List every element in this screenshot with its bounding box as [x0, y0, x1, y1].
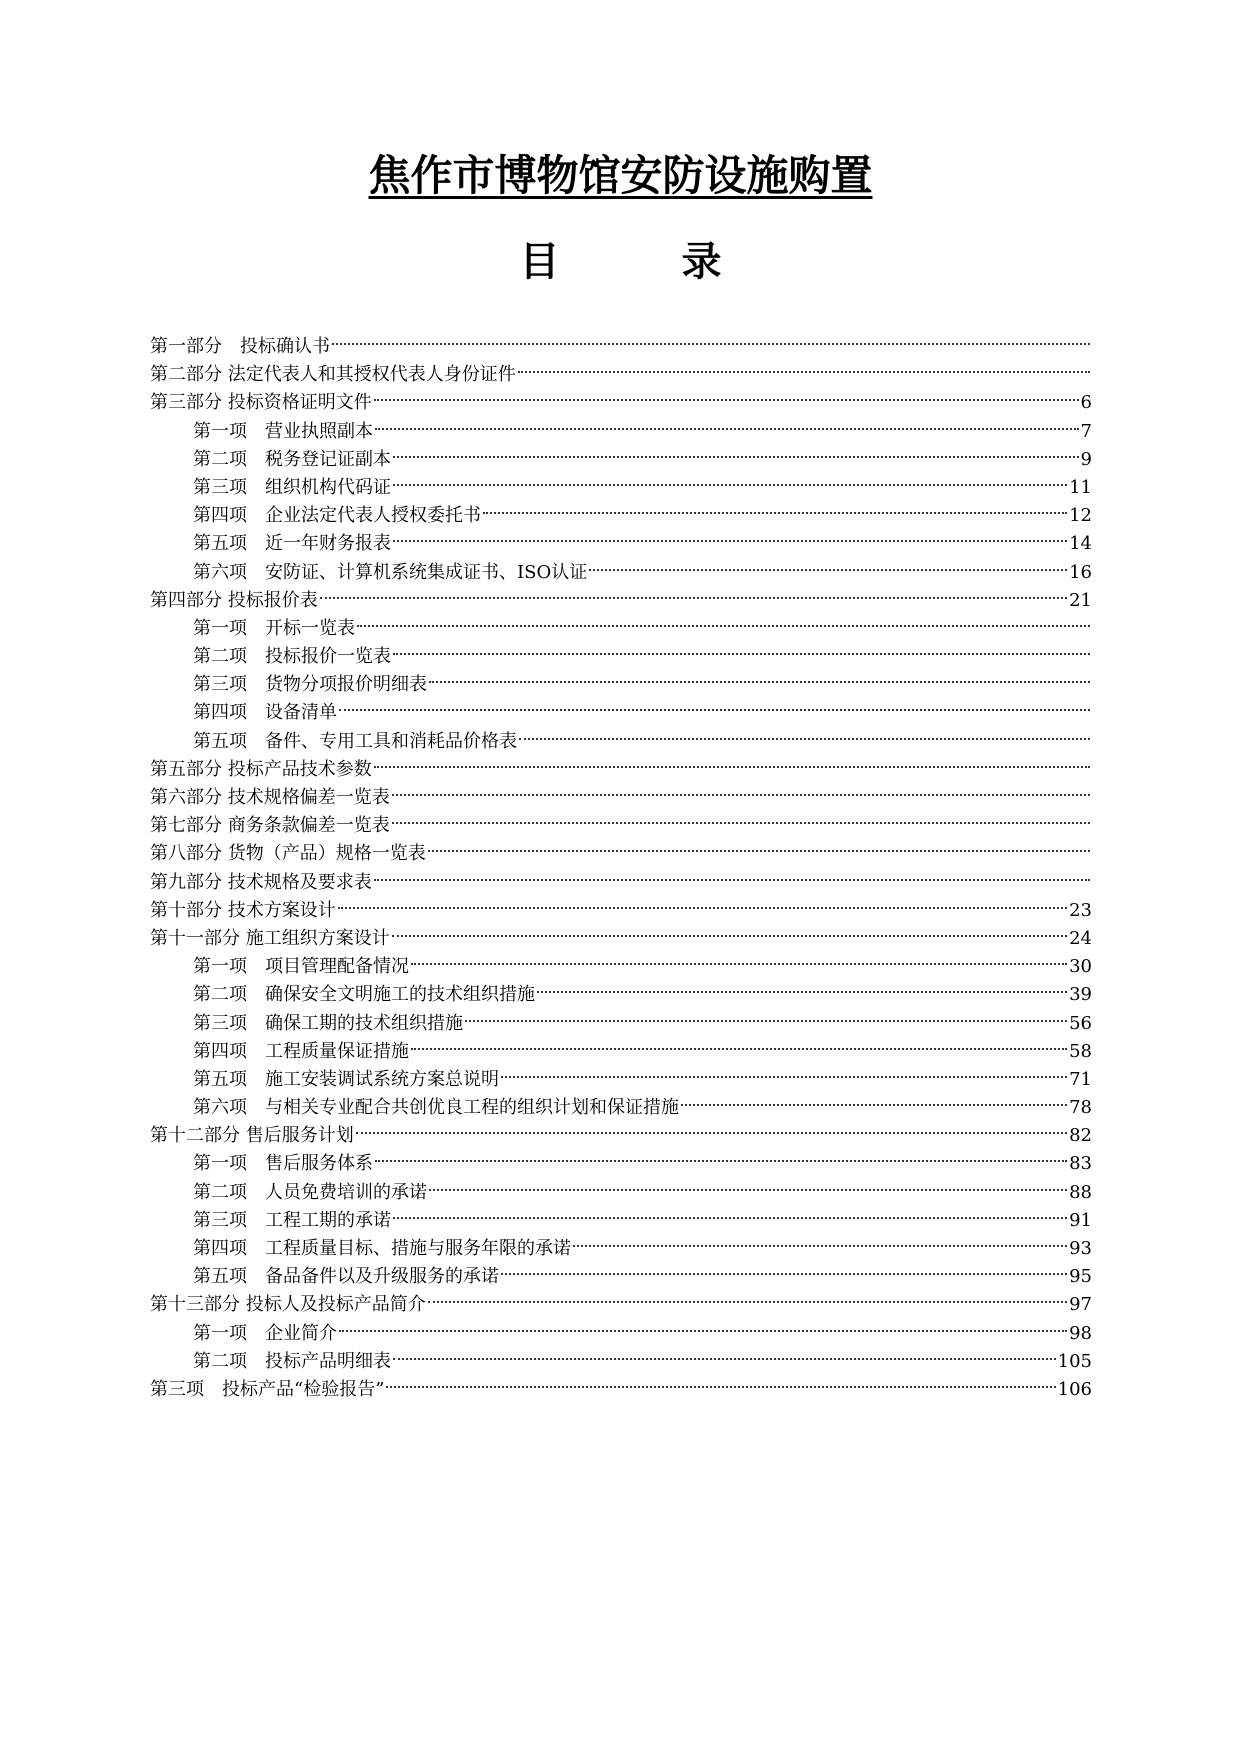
- toc-dot-leader: [392, 775, 1090, 803]
- toc-entry-page-number: 30: [1069, 956, 1092, 978]
- toc-entry-page-number: 23: [1069, 899, 1092, 921]
- toc-dot-leader: [393, 1339, 1056, 1367]
- toc-entry-label: 第九部分 技术规格及要求表: [150, 871, 372, 893]
- toc-dot-leader: [393, 465, 1067, 493]
- toc-entry-label: 第一部分 投标确认书: [150, 336, 330, 357]
- toc-dot-leader: [357, 606, 1090, 634]
- toc-entry-label: 第一项 营业执照副本: [193, 420, 373, 442]
- toc-entry-label: 第五项 备件、专用工具和消耗品价格表: [193, 730, 517, 752]
- toc-dot-leader: [375, 409, 1079, 437]
- toc-entry-label: 第五部分 投标产品技术参数: [150, 758, 372, 780]
- toc-dot-leader: [356, 1113, 1067, 1141]
- toc-entry-label: 第十二部分 售后服务计划: [150, 1125, 354, 1147]
- toc-entry-label: 第二项 确保安全文明施工的技术组织措施: [193, 984, 535, 1006]
- toc-dot-leader: [429, 662, 1090, 690]
- toc-dot-leader: [338, 888, 1067, 916]
- toc-entry-page-number: 11: [1069, 476, 1092, 498]
- toc-entry-label: 第五项 近一年财务报表: [193, 533, 391, 555]
- toc-dot-leader: [589, 550, 1067, 578]
- toc-entry-label: 第二项 投标产品明细表: [193, 1350, 391, 1372]
- toc-entry-page-number: 95: [1069, 1266, 1092, 1288]
- toc-entry-label: 第五项 备品备件以及升级服务的承诺: [193, 1266, 499, 1288]
- toc-dot-leader: [518, 352, 1090, 380]
- toc-entry-page-number: 56: [1069, 1012, 1092, 1034]
- toc-entry-label: 第六项 安防证、计算机系统集成证书、ISO认证: [193, 561, 588, 583]
- toc-dot-leader: [386, 1367, 1055, 1395]
- toc-entry-page-number: 24: [1069, 927, 1092, 949]
- toc-entry-label: 第三项 投标产品“检验报告”: [150, 1378, 385, 1400]
- toc-entry-label: 第四项 工程质量保证措施: [193, 1040, 409, 1062]
- toc-entry-label: 第十三部分 投标人及投标产品简介: [150, 1294, 426, 1316]
- toc-dot-leader: [332, 324, 1090, 352]
- toc-dot-leader: [428, 1282, 1067, 1310]
- toc-entry-page-number: 6: [1080, 392, 1092, 414]
- toc-entry-page-number: 39: [1069, 984, 1092, 1006]
- toc-entry-label: 第一项 项目管理配备情况: [193, 956, 409, 978]
- toc-entry-page-number: 91: [1069, 1209, 1092, 1231]
- toc-entry-page-number: 82: [1069, 1125, 1092, 1147]
- toc-entry-label: 第五项 施工安装调试系统方案总说明: [193, 1068, 499, 1090]
- toc-dot-leader: [393, 437, 1079, 465]
- toc-entry-page-number: 97: [1069, 1294, 1092, 1316]
- toc-entry-label: 第十部分 技术方案设计: [150, 899, 336, 921]
- toc-dot-leader: [411, 944, 1067, 972]
- toc-entry-label: 第六项 与相关专业配合共创优良工程的组织计划和保证措施: [193, 1097, 679, 1119]
- toc-entry-page-number: 71: [1069, 1068, 1092, 1090]
- toc-dot-leader: [501, 1057, 1067, 1085]
- toc-entry-page-number: 78: [1069, 1097, 1092, 1119]
- toc-entry-label: 第四项 设备清单: [193, 702, 337, 724]
- toc-entry-label: 第四项 企业法定代表人授权委托书: [193, 505, 481, 527]
- toc-entry-label: 第八部分 货物（产品）规格一览表: [150, 843, 426, 865]
- toc-dot-leader: [339, 1311, 1067, 1339]
- toc-entry-page-number: 12: [1069, 505, 1092, 527]
- toc-entry-label: 第二部分 法定代表人和其授权代表人身份证件: [150, 364, 516, 386]
- toc-entry-page-number: 105: [1057, 1350, 1092, 1372]
- toc-heading: 目 录: [519, 239, 776, 285]
- toc-dot-leader: [392, 916, 1067, 944]
- toc-entry-label: 第一项 开标一览表: [193, 617, 355, 639]
- toc-entry-page-number: 83: [1069, 1153, 1092, 1175]
- toc-entry-label: 第七部分 商务条款偏差一览表: [150, 815, 390, 837]
- toc-entry-page-number: 93: [1069, 1238, 1092, 1259]
- toc-entry-page-number: 106: [1057, 1378, 1092, 1400]
- toc-entry-page-number: 16: [1069, 561, 1092, 583]
- toc-dot-leader: [375, 1141, 1067, 1169]
- toc-dot-leader: [573, 1226, 1067, 1254]
- toc-entry-label: 第三项 组织机构代码证: [193, 476, 391, 498]
- toc-dot-leader: [374, 380, 1079, 408]
- toc-dot-leader: [428, 831, 1090, 859]
- toc-entry-label: 第十一部分 施工组织方案设计: [150, 927, 390, 949]
- toc-entry-label: 第三项 货物分项报价明细表: [193, 674, 427, 696]
- toc-dot-leader: [320, 578, 1067, 606]
- toc-entry-label: 第二项 投标报价一览表: [193, 646, 391, 668]
- toc-dot-leader: [392, 803, 1090, 831]
- toc-entry-label: 第三项 工程工期的承诺: [193, 1209, 391, 1231]
- toc-dot-leader: [681, 1085, 1067, 1113]
- toc-entry-label: 第一项 企业简介: [193, 1322, 337, 1344]
- toc-entry-label: 第二项 人员免费培训的承诺: [193, 1181, 427, 1203]
- toc-dot-leader: [501, 1254, 1067, 1282]
- toc-dot-leader: [374, 860, 1090, 888]
- toc-entry-page-number: 88: [1069, 1181, 1092, 1203]
- toc-dot-leader: [393, 634, 1090, 662]
- toc-entry-label: 第三部分 投标资格证明文件: [150, 392, 372, 414]
- toc-entry-page-number: 21: [1069, 589, 1092, 611]
- toc-dot-leader: [374, 747, 1090, 775]
- toc-dot-leader: [393, 521, 1067, 549]
- toc-dot-leader: [483, 493, 1067, 521]
- toc-dot-leader: [393, 1198, 1067, 1226]
- toc-entry-page-number: 98: [1069, 1322, 1092, 1344]
- toc-entry-label: 第四项 工程质量目标、措施与服务年限的承诺: [193, 1238, 571, 1259]
- toc-entry[interactable]: [150, 324, 1092, 357]
- toc-entry-page-number: 7: [1080, 420, 1092, 442]
- table-of-contents: [150, 324, 1092, 1400]
- toc-entry-page-number: 9: [1080, 448, 1092, 470]
- toc-entry-label: 第四部分 投标报价表: [150, 589, 318, 611]
- toc-dot-leader: [465, 1001, 1067, 1029]
- toc-entry-label: 第六部分 技术规格偏差一览表: [150, 787, 390, 808]
- toc-dot-leader: [411, 1029, 1067, 1057]
- toc-dot-leader: [429, 1170, 1067, 1198]
- toc-entry-label: 第一项 售后服务体系: [193, 1153, 373, 1175]
- toc-dot-leader: [537, 972, 1067, 1000]
- toc-dot-leader: [519, 719, 1090, 747]
- toc-entry-page-number: 14: [1069, 533, 1092, 555]
- toc-entry-label: 第三项 确保工期的技术组织措施: [193, 1012, 463, 1034]
- toc-dot-leader: [339, 690, 1090, 718]
- document-title: 焦作市博物馆安防设施购置: [368, 151, 873, 200]
- toc-entry-label: 第二项 税务登记证副本: [193, 448, 391, 470]
- toc-entry-page-number: 58: [1069, 1040, 1092, 1062]
